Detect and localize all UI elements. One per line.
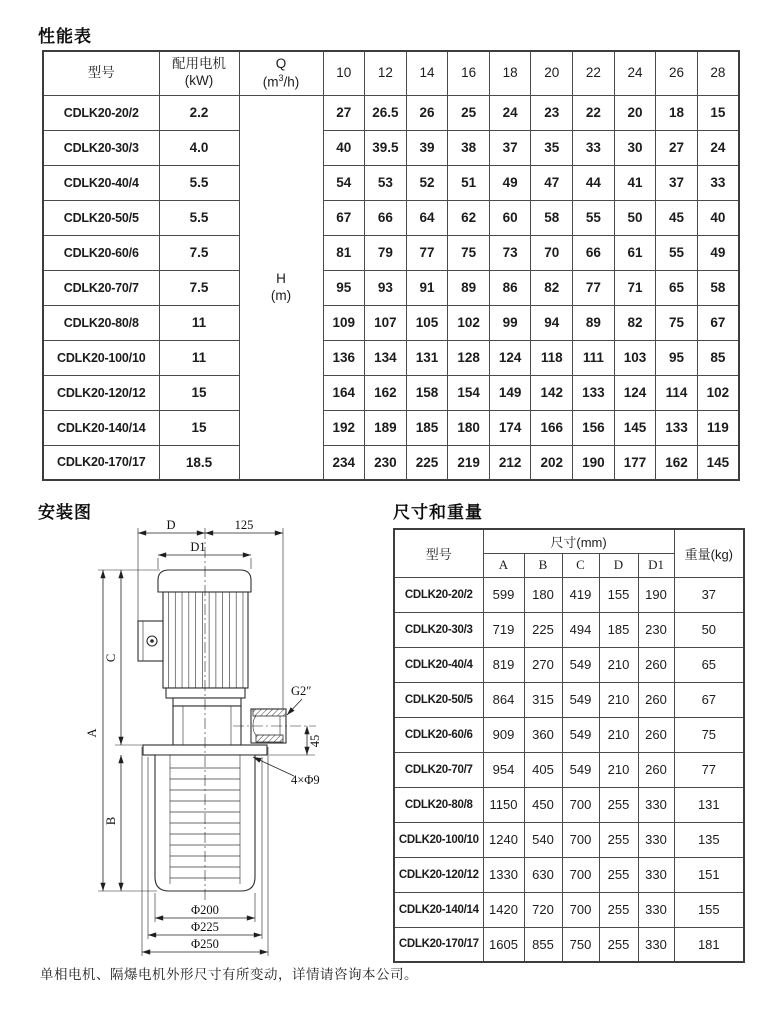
dim-label-phi200: Φ200 — [191, 903, 219, 917]
motor-kw-cell: 5.5 — [159, 200, 239, 235]
flow-column-header — [239, 51, 323, 95]
performance-row — [43, 95, 739, 130]
weight-cell: 67 — [674, 682, 744, 717]
head-value-cell: 25 — [448, 95, 490, 130]
performance-tbody — [43, 95, 739, 480]
head-value-cell: 27 — [323, 95, 365, 130]
dim-model-header: 型号 — [394, 529, 483, 577]
head-value-cell: 107 — [365, 305, 407, 340]
head-value-cell: 94 — [531, 305, 573, 340]
head-value-cell: 49 — [489, 165, 531, 200]
dim-d-cell: 155 — [599, 577, 638, 612]
dim-c-cell: 549 — [562, 752, 599, 787]
head-value-cell: 50 — [614, 200, 656, 235]
performance-row — [43, 200, 739, 235]
dim-a-cell: 819 — [483, 647, 524, 682]
dim-a-cell: 1150 — [483, 787, 524, 822]
head-value-cell: 164 — [323, 375, 365, 410]
dim-a-cell: 909 — [483, 717, 524, 752]
head-value-cell: 75 — [448, 235, 490, 270]
head-value-cell: 22 — [573, 95, 615, 130]
dim-c-cell: 700 — [562, 822, 599, 857]
dim-b-cell: 540 — [524, 822, 562, 857]
motor-cap — [158, 570, 251, 592]
model-cell: CDLK20-30/3 — [43, 130, 159, 165]
head-value-cell: 18 — [656, 95, 698, 130]
weight-cell: 50 — [674, 612, 744, 647]
model-cell: CDLK20-30/3 — [394, 612, 483, 647]
head-value-cell: 156 — [573, 410, 615, 445]
size-column-header: C — [562, 553, 599, 577]
dimensions-title: 尺寸和重量 — [393, 503, 483, 522]
head-value-cell: 37 — [656, 165, 698, 200]
dim-a-cell: 1605 — [483, 927, 524, 962]
weight-cell: 65 — [674, 647, 744, 682]
head-value-cell: 62 — [448, 200, 490, 235]
dim-d1-cell: 260 — [638, 752, 674, 787]
model-cell: CDLK20-50/5 — [394, 682, 483, 717]
head-value-cell: 114 — [656, 375, 698, 410]
head-value-cell: 230 — [365, 445, 407, 480]
size-column-header: D1 — [638, 553, 674, 577]
flow-symbol: Q — [275, 55, 287, 71]
dim-b-cell: 225 — [524, 612, 562, 647]
head-value-cell: 39.5 — [365, 130, 407, 165]
head-value-cell: 81 — [323, 235, 365, 270]
head-value-cell: 180 — [448, 410, 490, 445]
size-column-header: D — [599, 553, 638, 577]
dimensions-row — [394, 717, 744, 752]
head-value-cell: 82 — [614, 305, 656, 340]
dim-c-cell: 419 — [562, 577, 599, 612]
head-value-cell: 102 — [448, 305, 490, 340]
head-value-cell: 77 — [406, 235, 448, 270]
dim-d-cell: 255 — [599, 857, 638, 892]
dim-c-cell: 549 — [562, 717, 599, 752]
head-value-cell: 95 — [323, 270, 365, 305]
head-value-cell: 33 — [573, 130, 615, 165]
performance-row — [43, 410, 739, 445]
dim-label-c: C — [104, 653, 118, 663]
dim-weight-header: 重量(kg) — [674, 529, 744, 577]
weight-cell: 135 — [674, 822, 744, 857]
flow-header: 16 — [448, 51, 490, 95]
head-value-cell: 124 — [489, 340, 531, 375]
dim-d1-cell: 260 — [638, 717, 674, 752]
motor-kw-cell: 5.5 — [159, 165, 239, 200]
head-value-cell: 70 — [531, 235, 573, 270]
flow-header: 12 — [365, 51, 407, 95]
dimensions-row — [394, 857, 744, 892]
dimensions-header-row-1 — [394, 529, 744, 553]
flow-unit-post: /h) — [283, 74, 300, 89]
cable-gland-hole — [150, 639, 154, 643]
performance-row — [43, 305, 739, 340]
dim-a-cell: 1240 — [483, 822, 524, 857]
head-value-cell: 24 — [697, 130, 739, 165]
dim-c-cell: 549 — [562, 682, 599, 717]
dim-b-cell: 855 — [524, 927, 562, 962]
head-value-cell: 219 — [448, 445, 490, 480]
dim-d1-cell: 190 — [638, 577, 674, 612]
head-value-cell: 79 — [365, 235, 407, 270]
port-thread-label: G2″ — [291, 684, 312, 698]
head-value-cell: 51 — [448, 165, 490, 200]
dimensions-row — [394, 892, 744, 927]
dim-d1-cell: 260 — [638, 647, 674, 682]
dim-b-cell: 630 — [524, 857, 562, 892]
performance-row — [43, 340, 739, 375]
dim-d-cell: 210 — [599, 717, 638, 752]
dim-label-125: 125 — [234, 518, 254, 532]
head-value-cell: 189 — [365, 410, 407, 445]
dim-b-cell: 270 — [524, 647, 562, 682]
dim-c-cell: 700 — [562, 857, 599, 892]
head-value-cell: 64 — [406, 200, 448, 235]
head-value-cell: 44 — [573, 165, 615, 200]
head-value-cell: 93 — [365, 270, 407, 305]
dim-d-cell: 255 — [599, 787, 638, 822]
motor-header-text: 配用电机 — [172, 56, 226, 72]
head-value-cell: 234 — [323, 445, 365, 480]
head-value-cell: 134 — [365, 340, 407, 375]
head-value-cell: 58 — [697, 270, 739, 305]
model-cell: CDLK20-100/10 — [394, 822, 483, 857]
flow-header: 18 — [489, 51, 531, 95]
installation-title: 安装图 — [38, 503, 92, 522]
head-value-cell: 95 — [656, 340, 698, 375]
model-cell: CDLK20-140/14 — [394, 892, 483, 927]
performance-header-row — [43, 51, 739, 95]
head-value-cell: 40 — [697, 200, 739, 235]
flow-header: 20 — [531, 51, 573, 95]
head-value-cell: 142 — [531, 375, 573, 410]
head-value-cell: 105 — [406, 305, 448, 340]
head-value-cell: 136 — [323, 340, 365, 375]
performance-row — [43, 130, 739, 165]
motor-kw-cell: 15 — [159, 375, 239, 410]
head-value-cell: 37 — [489, 130, 531, 165]
flow-unit-sup: 3 — [278, 72, 284, 83]
head-value-cell: 225 — [406, 445, 448, 480]
head-value-cell: 54 — [323, 165, 365, 200]
performance-row — [43, 235, 739, 270]
dim-b-cell: 405 — [524, 752, 562, 787]
performance-row — [43, 375, 739, 410]
model-cell: CDLK20-120/12 — [394, 857, 483, 892]
dim-b-cell: 450 — [524, 787, 562, 822]
pump-head-collar — [173, 698, 241, 706]
head-value-cell: 128 — [448, 340, 490, 375]
motor-kw-cell: 18.5 — [159, 445, 239, 480]
model-cell: CDLK20-40/4 — [394, 647, 483, 682]
head-value-cell: 77 — [573, 270, 615, 305]
head-value-cell: 67 — [697, 305, 739, 340]
head-value-cell: 133 — [656, 410, 698, 445]
head-value-cell: 52 — [406, 165, 448, 200]
head-value-cell: 133 — [573, 375, 615, 410]
head-value-cell: 177 — [614, 445, 656, 480]
head-value-cell: 20 — [614, 95, 656, 130]
head-value-cell: 124 — [614, 375, 656, 410]
performance-row — [43, 165, 739, 200]
head-value-cell: 24 — [489, 95, 531, 130]
model-cell: CDLK20-70/7 — [43, 270, 159, 305]
head-value-cell: 55 — [573, 200, 615, 235]
weight-cell: 77 — [674, 752, 744, 787]
head-value-cell: 40 — [323, 130, 365, 165]
flow-header: 22 — [573, 51, 615, 95]
dimensions-row — [394, 647, 744, 682]
model-cell: CDLK20-80/8 — [43, 305, 159, 340]
head-value-cell: 41 — [614, 165, 656, 200]
dim-d-cell: 185 — [599, 612, 638, 647]
dim-d1-cell: 260 — [638, 682, 674, 717]
dim-d-cell: 255 — [599, 892, 638, 927]
head-value-cell: 58 — [531, 200, 573, 235]
dimensions-table — [393, 528, 745, 963]
dim-d1-cell: 330 — [638, 857, 674, 892]
motor-kw-cell: 15 — [159, 410, 239, 445]
performance-row — [43, 270, 739, 305]
head-value-cell: 55 — [656, 235, 698, 270]
head-value-cell: 35 — [531, 130, 573, 165]
motor-kw-cell: 7.5 — [159, 270, 239, 305]
dim-c-cell: 750 — [562, 927, 599, 962]
size-column-header: A — [483, 553, 524, 577]
dim-a-cell: 1420 — [483, 892, 524, 927]
head-value-cell: 85 — [697, 340, 739, 375]
dimensions-tbody — [394, 577, 744, 962]
flow-header: 28 — [697, 51, 739, 95]
model-column-header: 型号 — [43, 51, 159, 95]
head-value-cell: 89 — [448, 270, 490, 305]
dim-d1-cell: 330 — [638, 787, 674, 822]
motor-body — [163, 592, 248, 688]
dimensions-row — [394, 612, 744, 647]
flow-unit-pre: (m — [262, 74, 279, 89]
motor-header-unit: (kW) — [184, 73, 214, 89]
head-unit-cell: H (m) — [239, 95, 323, 480]
head-value-cell: 174 — [489, 410, 531, 445]
dim-d1-cell: 330 — [638, 892, 674, 927]
model-cell: CDLK20-50/5 — [43, 200, 159, 235]
dim-d1-cell: 330 — [638, 822, 674, 857]
model-cell: CDLK20-100/10 — [43, 340, 159, 375]
motor-flange — [166, 688, 245, 698]
dim-label-a: A — [85, 728, 99, 738]
head-value-cell: 27 — [656, 130, 698, 165]
motor-kw-cell: 7.5 — [159, 235, 239, 270]
head-value-cell: 166 — [531, 410, 573, 445]
head-value-cell: 202 — [531, 445, 573, 480]
motor-kw-cell: 2.2 — [159, 95, 239, 130]
dimensions-row — [394, 787, 744, 822]
head-value-cell: 89 — [573, 305, 615, 340]
model-cell: CDLK20-20/2 — [43, 95, 159, 130]
head-value-cell: 154 — [448, 375, 490, 410]
dim-d-cell: 210 — [599, 682, 638, 717]
head-value-cell: 145 — [614, 410, 656, 445]
head-value-cell: 119 — [697, 410, 739, 445]
head-value-cell: 66 — [573, 235, 615, 270]
head-value-cell: 162 — [365, 375, 407, 410]
head-value-cell: 30 — [614, 130, 656, 165]
dimensions-row — [394, 822, 744, 857]
model-cell: CDLK20-40/4 — [43, 165, 159, 200]
weight-cell: 131 — [674, 787, 744, 822]
motor-kw-cell: 11 — [159, 305, 239, 340]
head-value-cell: 49 — [697, 235, 739, 270]
model-cell: CDLK20-80/8 — [394, 787, 483, 822]
dim-size-header: 尺寸(mm) — [483, 529, 674, 553]
head-value-cell: 190 — [573, 445, 615, 480]
dim-d1-cell: 330 — [638, 927, 674, 962]
head-value-cell: 102 — [697, 375, 739, 410]
model-cell: CDLK20-140/14 — [43, 410, 159, 445]
head-value-cell: 99 — [489, 305, 531, 340]
dim-a-cell: 719 — [483, 612, 524, 647]
model-cell: CDLK20-120/12 — [43, 375, 159, 410]
performance-table — [42, 50, 740, 481]
dimensions-row — [394, 577, 744, 612]
head-value-cell: 111 — [573, 340, 615, 375]
head-value-cell: 103 — [614, 340, 656, 375]
dim-c-cell: 700 — [562, 892, 599, 927]
model-cell: CDLK20-20/2 — [394, 577, 483, 612]
dim-label-45: 45 — [308, 734, 322, 748]
head-value-cell: 192 — [323, 410, 365, 445]
dimensions-row — [394, 682, 744, 717]
dim-label-phi225: Φ225 — [191, 920, 219, 934]
dim-label-d1: D1 — [190, 540, 206, 554]
dim-d1-cell: 230 — [638, 612, 674, 647]
size-column-header: B — [524, 553, 562, 577]
head-value-cell: 60 — [489, 200, 531, 235]
head-value-cell: 212 — [489, 445, 531, 480]
footer-note: 单相电机、隔爆电机外形尺寸有所变动，详情请咨询本公司。 — [40, 967, 418, 982]
flow-header: 14 — [406, 51, 448, 95]
performance-title: 性能表 — [38, 27, 92, 46]
dim-b-cell: 360 — [524, 717, 562, 752]
head-value-cell: 26 — [406, 95, 448, 130]
head-value-cell: 82 — [531, 270, 573, 305]
model-cell: CDLK20-60/6 — [394, 717, 483, 752]
dim-a-cell: 864 — [483, 682, 524, 717]
head-value-cell: 15 — [697, 95, 739, 130]
head-value-cell: 38 — [448, 130, 490, 165]
head-value-cell: 45 — [656, 200, 698, 235]
head-value-cell: 109 — [323, 305, 365, 340]
head-value-cell: 61 — [614, 235, 656, 270]
head-value-cell: 158 — [406, 375, 448, 410]
head-value-cell: 131 — [406, 340, 448, 375]
weight-cell: 181 — [674, 927, 744, 962]
head-value-cell: 23 — [531, 95, 573, 130]
flow-header: 26 — [656, 51, 698, 95]
dim-c-cell: 700 — [562, 787, 599, 822]
motor-kw-cell: 4.0 — [159, 130, 239, 165]
head-value-cell: 149 — [489, 375, 531, 410]
head-value-cell: 91 — [406, 270, 448, 305]
head-value-cell: 75 — [656, 305, 698, 340]
head-value-cell: 47 — [531, 165, 573, 200]
head-value-cell: 73 — [489, 235, 531, 270]
dim-c-cell: 549 — [562, 647, 599, 682]
dim-label-phi250: Φ250 — [191, 937, 219, 951]
dim-b-cell: 180 — [524, 577, 562, 612]
weight-cell: 151 — [674, 857, 744, 892]
dim-d-cell: 255 — [599, 822, 638, 857]
flow-header: 10 — [323, 51, 365, 95]
head-value-cell: 185 — [406, 410, 448, 445]
head-value-cell: 26.5 — [365, 95, 407, 130]
head-value-cell: 71 — [614, 270, 656, 305]
head-value-cell: 86 — [489, 270, 531, 305]
model-cell: CDLK20-170/17 — [394, 927, 483, 962]
weight-cell: 37 — [674, 577, 744, 612]
weight-cell: 75 — [674, 717, 744, 752]
head-value-cell: 65 — [656, 270, 698, 305]
head-value-cell: 53 — [365, 165, 407, 200]
bolt-holes-label: 4×Φ9 — [291, 773, 320, 787]
head-value-cell: 67 — [323, 200, 365, 235]
dim-label-b: B — [104, 816, 118, 826]
dim-a-cell: 1330 — [483, 857, 524, 892]
dim-b-cell: 720 — [524, 892, 562, 927]
dim-a-cell: 954 — [483, 752, 524, 787]
dim-c-cell: 494 — [562, 612, 599, 647]
head-value-cell: 118 — [531, 340, 573, 375]
dim-d-cell: 255 — [599, 927, 638, 962]
head-value-cell: 66 — [365, 200, 407, 235]
dim-b-cell: 315 — [524, 682, 562, 717]
head-value-cell: 145 — [697, 445, 739, 480]
port-thread-leader — [287, 699, 302, 715]
weight-cell: 155 — [674, 892, 744, 927]
bolt-holes-leader — [253, 757, 294, 776]
dim-d-cell: 210 — [599, 752, 638, 787]
dim-a-cell: 599 — [483, 577, 524, 612]
head-value-cell: 162 — [656, 445, 698, 480]
head-value-cell: 39 — [406, 130, 448, 165]
flow-header: 24 — [614, 51, 656, 95]
motor-kw-cell: 11 — [159, 340, 239, 375]
performance-row — [43, 445, 739, 480]
head-value-cell: 33 — [697, 165, 739, 200]
model-cell: CDLK20-170/17 — [43, 445, 159, 480]
installation-drawing — [28, 518, 380, 970]
dim-label-d: D — [166, 518, 176, 532]
model-cell: CDLK20-60/6 — [43, 235, 159, 270]
dimensions-row — [394, 752, 744, 787]
dim-d-cell: 210 — [599, 647, 638, 682]
motor-column-header — [159, 51, 239, 95]
dimensions-row — [394, 927, 744, 962]
model-cell: CDLK20-70/7 — [394, 752, 483, 787]
